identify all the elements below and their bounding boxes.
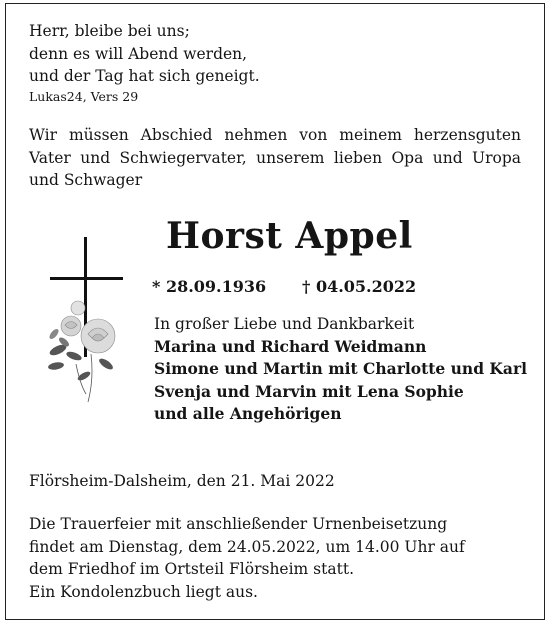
- death-date: † 04.05.2022: [302, 277, 417, 296]
- obituary-notice: [5, 3, 545, 620]
- verse-line: und der Tag hat sich geneigt.: [29, 67, 260, 85]
- service-line: Ein Kondolenzbuch liegt aus.: [29, 582, 258, 601]
- deceased-name: Horst Appel: [166, 215, 413, 257]
- service-line: Die Trauerfeier mit anschließender Urnenbeisetzung: [29, 515, 448, 533]
- mourners-block: [154, 313, 527, 426]
- service-line: findet am Dienstag, dem 24.05.2022, um 14.00 Uhr auf: [29, 537, 465, 556]
- mourner-line: Marina und Richard Weidmann: [154, 336, 427, 356]
- service-line: dem Friedhof im Ortsteil Flörsheim statt.: [29, 560, 354, 578]
- farewell-text: [29, 124, 521, 192]
- roses-icon: [36, 294, 126, 404]
- mourner-line: Simone und Martin mit Charlotte und Karl: [154, 359, 528, 378]
- mourner-line: Svenja und Marvin mit Lena Sophie: [154, 381, 464, 401]
- intro-line: Vater und Schwiegervater, unserem lieben Opa und Uropa: [29, 148, 521, 167]
- birth-date: * 28.09.1936: [152, 277, 267, 296]
- mourners-heading: In großer Liebe und Dankbarkeit: [154, 315, 415, 333]
- place-date: Flörsheim-Dalsheim, den 21. Mai 2022: [29, 472, 335, 490]
- mourner-line: und alle Angehörigen: [154, 404, 342, 423]
- verse-reference: Lukas24, Vers 29: [29, 88, 139, 104]
- verse-line: Herr, bleibe bei uns;: [29, 22, 190, 40]
- bible-verse: [29, 20, 260, 106]
- verse-line: denn es will Abend werden,: [29, 44, 248, 63]
- intro-line: und Schwager: [29, 171, 143, 189]
- intro-line: Wir müssen Abschied nehmen von meinem herzensguten: [29, 126, 521, 144]
- service-info: [29, 513, 465, 603]
